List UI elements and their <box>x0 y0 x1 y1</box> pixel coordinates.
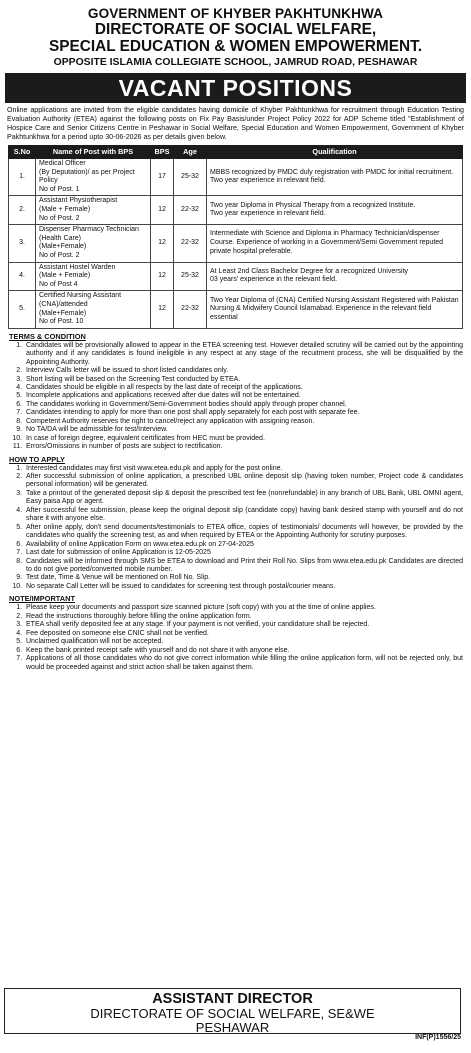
cell-qualification: At Least 2nd Class Bachelor Degree for a recognized University 03 years' experience in the relevant field. <box>207 262 463 291</box>
note-item: 3. ETEA shall verify deposited fee at any stage. If your payment is not verified, your candidature shall be rejected. <box>24 621 463 629</box>
signatory-title: ASSISTANT DIRECTOR <box>152 991 313 1007</box>
note-item: 4. Fee deposited on someone else CNIC shall not be verified. <box>24 630 463 638</box>
cell-bps: 12 <box>151 291 174 328</box>
terms-item: 7. Candidates intending to apply for more than one post shall apply separately for each post with separate fee. <box>24 409 463 417</box>
signatory-office: DIRECTORATE OF SOCIAL WELFARE, SE&WE <box>90 1006 375 1021</box>
apply-item: 2. After successful submission of online application, a prescribed UBL online deposit slip (having token number, Project code & candidates personal information) will be generated. <box>24 473 463 490</box>
note-item: 2. Read the instructions thoroughly before filling the online application form. <box>24 613 463 621</box>
col-age: Age <box>174 146 207 159</box>
table-row <box>9 262 463 291</box>
cell-bps: 17 <box>151 159 174 196</box>
terms-item: 1. Candidates will be provisionally allowed to appear in the ETEA screening test. However detailed scrutiny will be carried out by the appointing authority and if any candidates is found ineligible in any respect at any stage of the recuitment process, she will be disqualified by the Appointing Authority. <box>24 342 463 367</box>
cell-bps: 12 <box>151 196 174 225</box>
apply-item: 6. Availability of online Application Form on www.etea.edu.pk on 27-04-2025 <box>24 541 463 549</box>
cell-qualification: Two year Diploma in Physical Therapy from a recognized Institute. Two year experience in relevant field. <box>207 196 463 225</box>
apply-heading: HOW TO APPLY <box>9 454 65 464</box>
terms-item: 11. Errors/Omissions in number of posts are subject to rectification. <box>24 443 463 451</box>
cell-post-name: Medical Officer (By Deputation)/ as per Project Policy No of Post. 1 <box>36 159 151 196</box>
posts-table <box>8 145 463 329</box>
cell-post-name: Assistant Hostel Warden (Male + Female) No of Post 4 <box>36 262 151 291</box>
government-title: GOVERNMENT OF KHYBER PAKHTUNKHWA <box>87 6 384 21</box>
apply-item: 8. Candidates will be informed through SMS be ETEA to download and Print their Roll No. Slips from www.etea.edu.pk Candidates are directed to do not give ported/converted mobile number. <box>24 558 463 575</box>
vacant-positions-banner: VACANT POSITIONS <box>5 73 466 103</box>
cell-bps: 12 <box>151 262 174 291</box>
terms-list <box>4 342 467 452</box>
cell-qualification: MBBS recognized by PMDC duly registration with PMDC for initial recruitment. Two year experience in relevant field. <box>207 159 463 196</box>
cell-post-name: Dispenser Pharmacy Technician (Health Care) (Male+Female) No of Post. 2 <box>36 225 151 262</box>
terms-item: 2. Interview Calls letter will be issued to short listed candidates only. <box>24 367 463 375</box>
note-item: 7. Applications of all those candidates who do not give correct information while filling the online application form, will not be rejected only, but would be proceeded against and strict action shall be taken against them. <box>24 655 463 672</box>
table-row <box>9 291 463 328</box>
table-row <box>9 159 463 196</box>
col-qualification: Qualification <box>207 146 463 159</box>
advertisement <box>4 6 467 672</box>
apply-list <box>4 465 467 592</box>
cell-post-name: Certified Nursing Assistant (CNA)/attended (Male+Female) No of Post. 10 <box>36 291 151 328</box>
note-item: 5. Unclaimed qualification will not be accepted. <box>24 638 463 646</box>
note-list <box>4 604 467 672</box>
cell-sno: 2. <box>9 196 36 225</box>
cell-sno: 3. <box>9 225 36 262</box>
cell-sno: 5. <box>9 291 36 328</box>
table-header-row <box>9 146 463 159</box>
cell-qualification: Intermediate with Science and Diploma in Pharmacy Technician/dispenser Course. Experience of working in a Government/Semi Government reputed private hospital preferable. <box>207 225 463 262</box>
cell-age: 25-32 <box>174 262 207 291</box>
terms-heading: TERMS & CONDITION <box>9 331 86 341</box>
cell-post-name: Assistant Physiotherapist (Male + Female) No of Post. 2 <box>36 196 151 225</box>
terms-item: 5. Incomplete applications and applications received after due dates will not be entertained. <box>24 392 463 400</box>
apply-item: 3. Take a printout of the generated deposit slip & deposit the prescribed test fee (nonrefundable) in any branch of UBL Bank, UBL OMNI agent, Easy paisa App or agent. <box>24 490 463 507</box>
cell-age: 25-32 <box>174 159 207 196</box>
cell-qualification: Two Year Diploma of (CNA) Certified Nursing Assistant Registered with Pakistan Nursing & Midwifery Council Islamabad. Experience in the relevant field essential <box>207 291 463 328</box>
office-address: OPPOSITE ISLAMIA COLLEGIATE SCHOOL, JAMRUD ROAD, PESHAWAR <box>53 57 418 68</box>
table-row <box>9 196 463 225</box>
apply-item: 9. Test date, Time & Venue will be mentioned on Roll No. Slip. <box>24 574 463 582</box>
note-heading: NOTE/IMPORTANT <box>9 594 75 604</box>
col-sno: S.No <box>9 146 36 159</box>
col-bps: BPS <box>151 146 174 159</box>
terms-item: 9. No TA/DA will be admissible for test/Interview. <box>24 426 463 434</box>
cell-bps: 12 <box>151 225 174 262</box>
intro-paragraph: Online applications are invited from the eligible candidates having domicile of Khyber Pakhtunkhwa for recruitment through Education Testing Evaluation Authority (ETEA) against the following posts on Fix Pay Basis/under Project Policy 2022 for ADP Scheme titled "Establishment of Hospice Care and Senior Citizens Centre in Peshawar in Social Welfare, Special Education and Women Empowerment, Government of Khyber Pakhtunkhwa for a period upto 30-06-2026 as per details given below. <box>7 106 464 141</box>
apply-item: 4. After successful fee submission, please keep the original deposit slip (candidate copy) having bank desired stamp with yourself and do not share it with anyone else. <box>24 507 463 524</box>
directorate-title: DIRECTORATE OF SOCIAL WELFARE, <box>94 21 377 38</box>
department-title: SPECIAL EDUCATION & WOMEN EMPOWERMENT. <box>48 38 423 55</box>
terms-item: 3. Short listing will be based on the Screening Test conducted by ETEA. <box>24 376 463 384</box>
cell-sno: 4. <box>9 262 36 291</box>
col-name: Name of Post with BPS <box>36 146 151 159</box>
terms-item: 6. The candidates working in Government/Semi-Government bodies should apply through proper channel. <box>24 401 463 409</box>
cell-age: 22-32 <box>174 196 207 225</box>
cell-age: 22-32 <box>174 291 207 328</box>
reference-number: INF(P)1556/25 <box>415 1034 461 1041</box>
apply-item: 5. After online apply, don't send documents/testimonials to ETEA office, copies of testimonials/ documents will however, be provided by the candidates who qualify the screening test, as and when required by ETEA or the Appointing Authority for scrutiny purposes. <box>24 524 463 541</box>
note-item: 6. Keep the bank printed receipt safe with yourself and do not share it with anyone else. <box>24 647 463 655</box>
terms-item: 8. Competent Authority reserves the right to cancel/reject any application with assigning reason. <box>24 418 463 426</box>
cell-sno: 1. <box>9 159 36 196</box>
cell-age: 22-32 <box>174 225 207 262</box>
signatory-city: PESHAWAR <box>195 1020 270 1035</box>
terms-item: 4. Candidates should be eligible in all respects by the last date of receipt of the applications. <box>24 384 463 392</box>
signature-block <box>4 988 461 1034</box>
apply-item: 1. Interested candidates may first visit www.etea.edu.pk and apply for the post online. <box>24 465 463 473</box>
note-item: 1. Please keep your documents and passport size scanned picture (soft copy) with you at the time of online applies. <box>24 604 463 612</box>
apply-item: 7. Last date for submission of online Application is 12-05-2025 <box>24 549 463 557</box>
table-row <box>9 225 463 262</box>
terms-item: 10. In case of foreign degree, equivalent certificates from HEC must be provided. <box>24 435 463 443</box>
apply-item: 10. No separate Call Letter will be issued to candidates for screening test through postal/courier means. <box>24 583 463 591</box>
